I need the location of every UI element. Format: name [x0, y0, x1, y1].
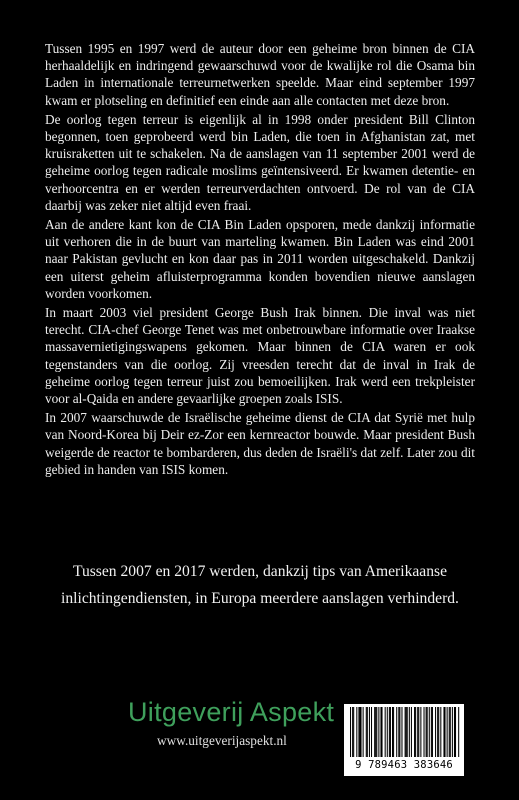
blurb-paragraph-5: In 2007 waarschuwde de Israëlische geheime dienst de CIA dat Syrië met hulp van Noord-Korea bij Deir ez-Zor een kernreactor bouwde. Maar president Bush weigerde de reactor te bombarderen, dus deden de Israëli's dat zelf. Later zou dit gebied in handen van ISIS komen.: [45, 410, 475, 477]
publisher-logo: Uitgeverij Aspekt: [128, 697, 335, 727]
blurb-paragraph-2: De oorlog tegen terreur is eigenlijk al in 1998 onder president Bill Clinton begonnen, toen geprobeerd werd bin Laden, die toen in Afghanistan zat, met kruisraketten uit te schakelen. Na de aanslagen van 11 september 2001 werd de geheime oorlog tegen radicale moslims geïntensiveerd. Er kwamen detentie- en verhoorcentra en er werden terreurverdachten ontvoerd. De rol van de CIA daarbij was zeker niet altijd even fraai.: [45, 111, 475, 213]
closing-statement: Tussen 2007 en 2017 werden, dankzij tips van Amerikaanse inlichtingendiensten, in Europa meerdere aanslagen verhinderd.: [61, 563, 459, 607]
blurb-text: [45, 40, 475, 480]
barcode-icon: [348, 707, 460, 759]
blurb-paragraph-3: Aan de andere kant kon de CIA Bin Laden opsporen, mede dankzij informatie uit verhoren die in de buurt van marteling kwamen. Bin Laden was eind 2001 naar Pakistan gevlucht en kon daar pas in 2011 worden uitgeschakeld. Dankzij een uiterst geheim afluisterprogramma konden bovendien nieuwe aanslagen worden voorkomen.: [45, 217, 475, 301]
isbn-barcode: [344, 704, 464, 776]
blurb-paragraph-1: Tussen 1995 en 1997 werd de auteur door een geheime bron binnen de CIA herhaaldelijk en indringend gewaarschuwd voor de kwalijke rol die Osama bin Laden in internationale terreurnetwerken speelde. Maar eind september 1997 kwam er plotseling en definitief een einde aan alle contacten met deze bron.: [45, 41, 475, 108]
blurb-paragraph-4: In maart 2003 viel president George Bush Irak binnen. Die inval was niet terecht. CIA-chef George Tenet was met onbetrouwbare informatie over Iraakse massavernietigingswapens gekomen. Maar binnen de CIA waren er ook tegenstanders van die oorlog. Zij vreesden terecht dat de inval in Irak de geheime oorlog tegen terreur juist zou bemoeilijken. Irak werd een trekpleister voor al-Qaida en andere gevaarlijke groepen zoals ISIS.: [45, 305, 475, 407]
isbn-number: 9 789463 383646: [355, 759, 453, 771]
publisher-website: www.uitgeverijaspekt.nl: [157, 733, 287, 748]
